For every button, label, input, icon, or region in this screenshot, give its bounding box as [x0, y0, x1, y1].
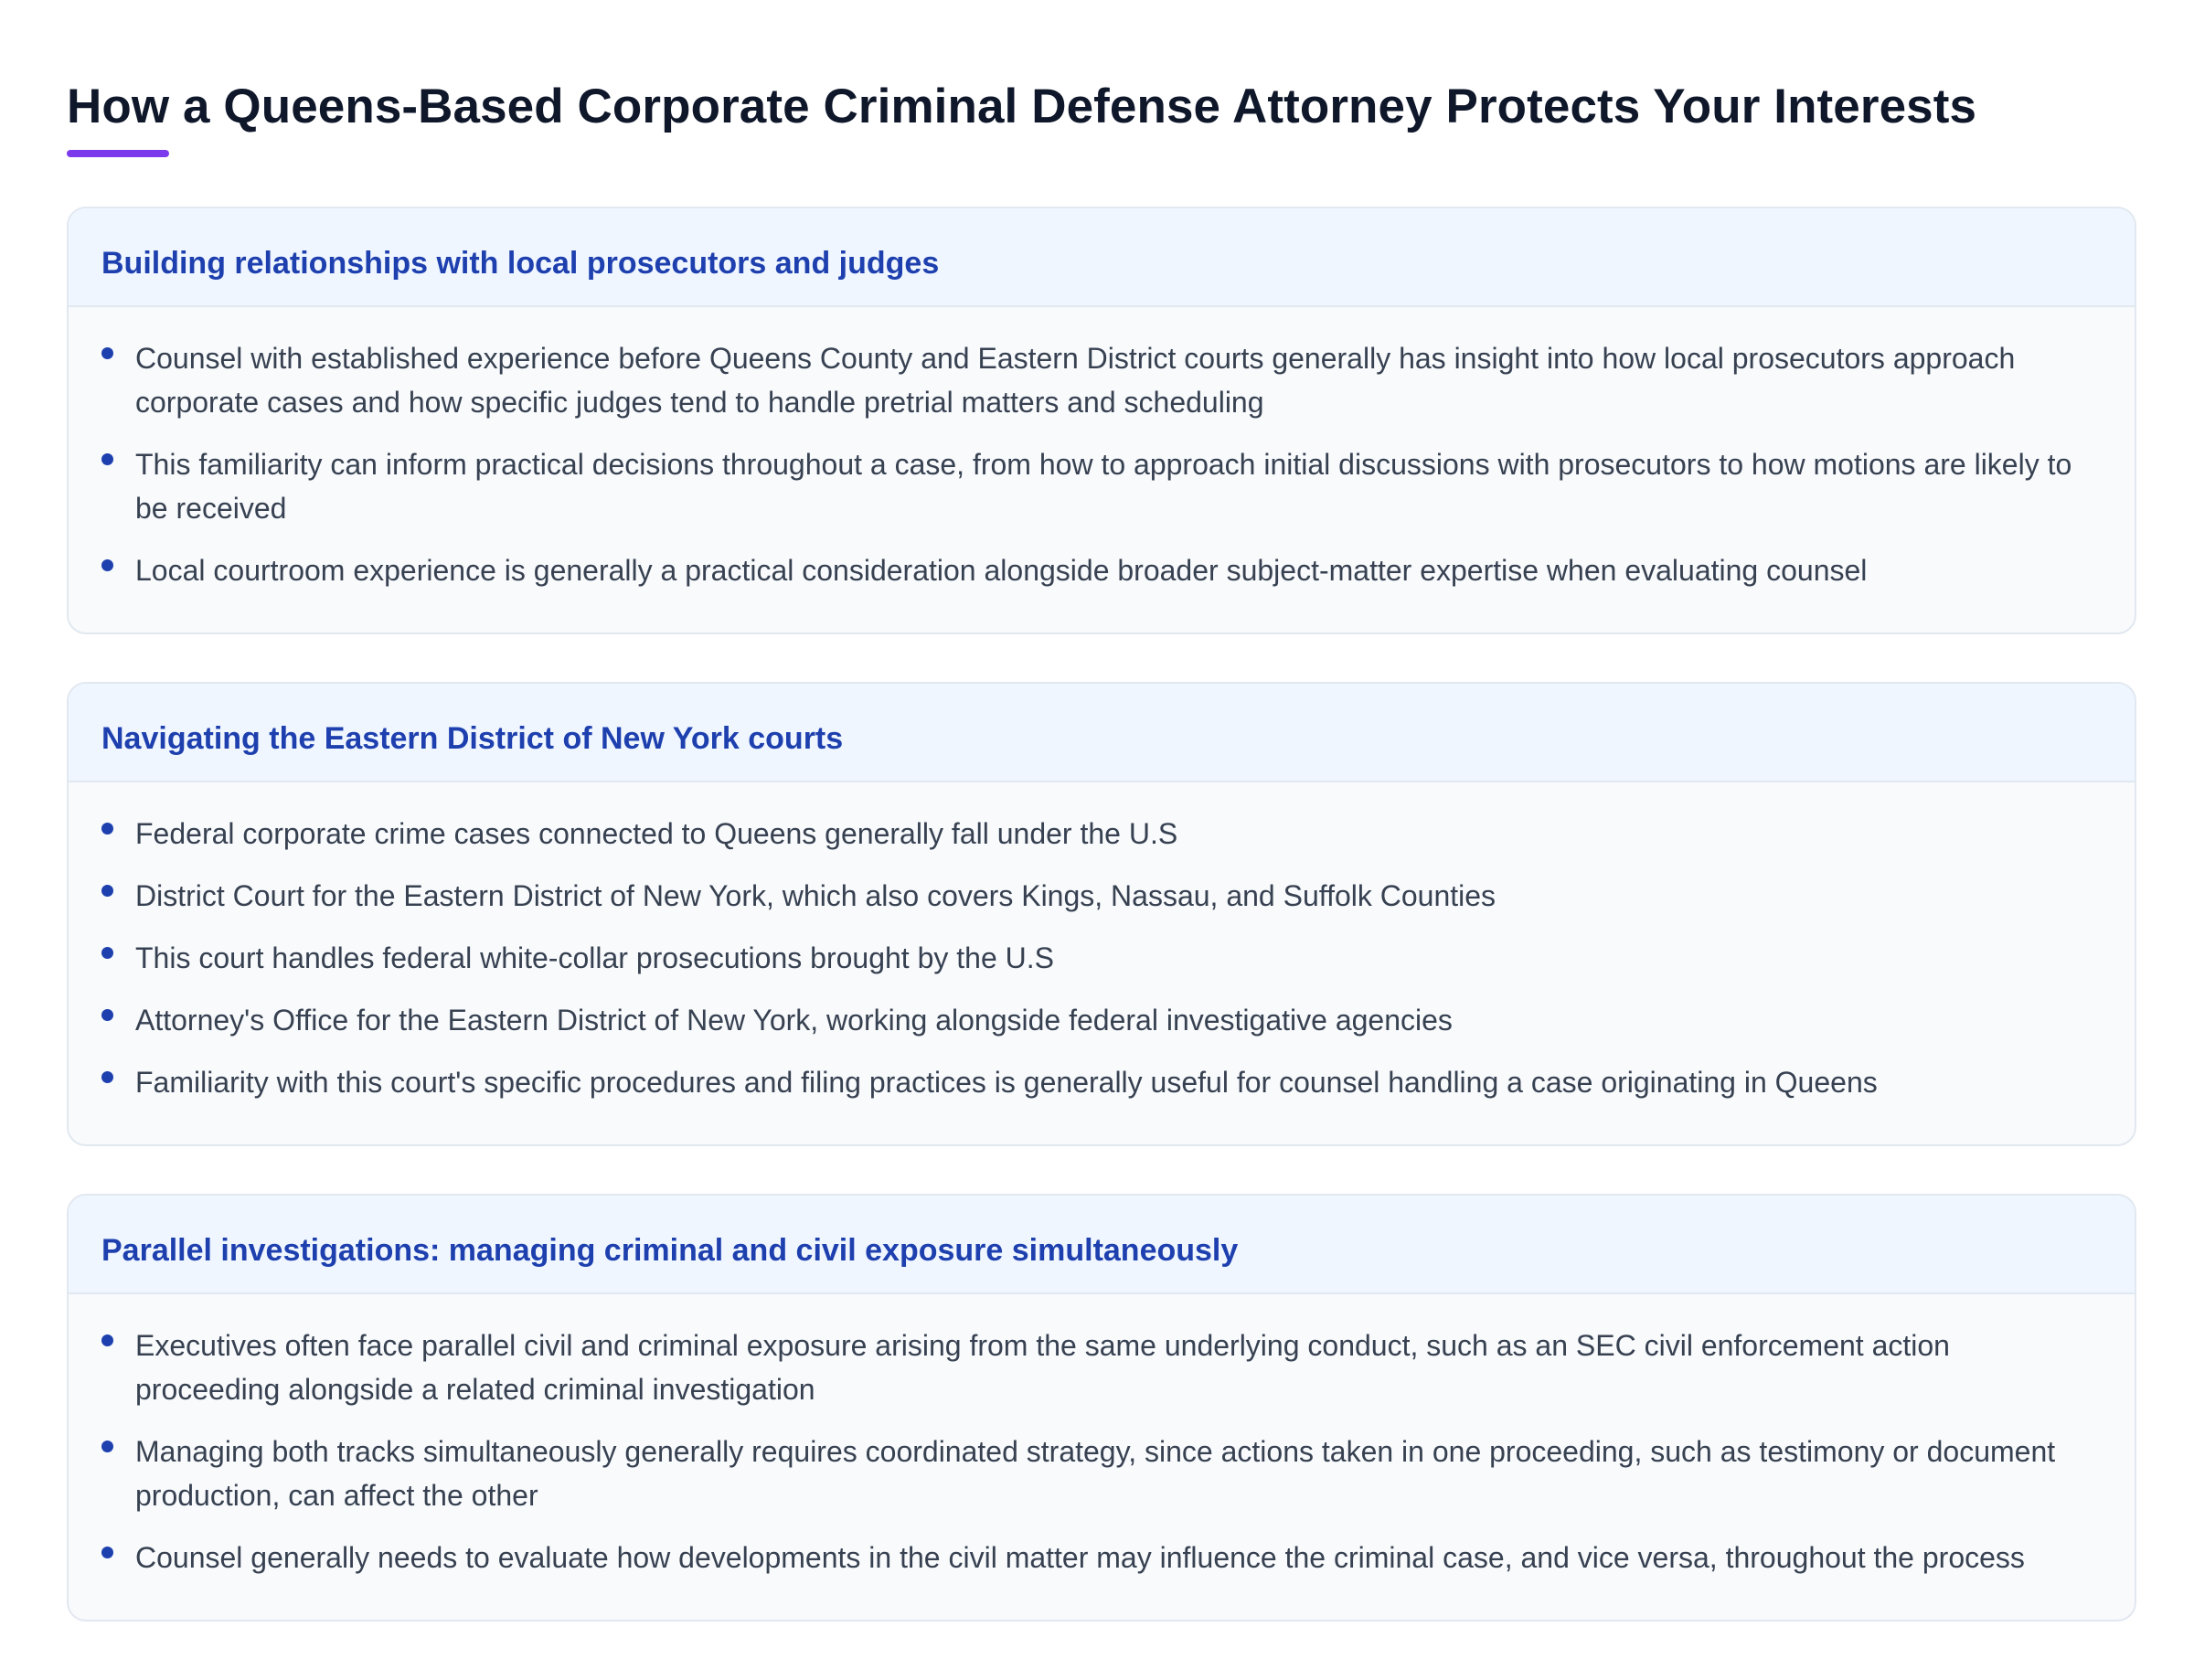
- section-eastern-district: [67, 682, 2136, 1146]
- section-heading: Parallel investigations: managing criminal and civil exposure simultaneously: [101, 1232, 1239, 1268]
- section-header: [69, 1196, 2135, 1294]
- bullet-dot-icon: [101, 1071, 113, 1083]
- list-item: [101, 336, 2102, 424]
- bullet-list: [69, 307, 2135, 629]
- list-item-text: Federal corporate crime cases connected to Queens generally fall under the U.S: [135, 817, 1178, 850]
- bullet-dot-icon: [101, 1334, 113, 1346]
- section-heading: Building relationships with local prosecutors and judges: [101, 245, 940, 281]
- bullet-dot-icon: [101, 947, 113, 959]
- bullet-dot-icon: [101, 347, 113, 359]
- list-item: [101, 1324, 2102, 1411]
- page-title: How a Queens-Based Corporate Criminal Defense Attorney Protects Your Interests: [67, 80, 1977, 133]
- bullet-dot-icon: [101, 823, 113, 835]
- bullet-dot-icon: [101, 885, 113, 897]
- list-item: [101, 442, 2102, 530]
- list-item-text: Managing both tracks simultaneously generally requires coordinated strategy, since actions taken in one proceeding, such as testimony or document production, can affect the other: [135, 1435, 2056, 1512]
- list-item-text: Attorney's Office for the Eastern District of New York, working alongside federal investigative agencies: [135, 1004, 1453, 1037]
- list-item-text: District Court for the Eastern District of New York, which also covers Kings, Nassau, and Suffolk Counties: [135, 879, 1496, 912]
- section-header: [69, 684, 2135, 782]
- bullet-list: [69, 782, 2135, 1141]
- list-item-text: Local courtroom experience is generally a practical consideration alongside broader subject-matter expertise when evaluating counsel: [135, 554, 1868, 587]
- list-item: [101, 812, 2102, 856]
- bullet-dot-icon: [101, 1547, 113, 1558]
- list-item: [101, 1430, 2102, 1517]
- bullet-dot-icon: [101, 1441, 113, 1452]
- list-item: [101, 1060, 2102, 1104]
- bullet-dot-icon: [101, 1009, 113, 1021]
- section-parallel-investigations: [67, 1194, 2136, 1622]
- bullet-list: [69, 1294, 2135, 1616]
- list-item-text: Counsel with established experience before Queens County and Eastern District courts generally has insight into how local prosecutors approach corporate cases and how specific judges tend to handle pretrial matters and scheduling: [135, 342, 2016, 419]
- list-item: [101, 874, 2102, 918]
- list-item: [101, 998, 2102, 1042]
- section-header: [69, 208, 2135, 307]
- list-item-text: Counsel generally needs to evaluate how developments in the civil matter may influence the criminal case, and vice versa, throughout the process: [135, 1541, 2025, 1574]
- bullet-dot-icon: [101, 453, 113, 465]
- title-underline: [67, 150, 169, 157]
- list-item-text: Executives often face parallel civil and criminal exposure arising from the same underlying conduct, such as an SEC civil enforcement action proceeding alongside a related criminal investigation: [135, 1329, 1950, 1406]
- bullet-dot-icon: [101, 559, 113, 571]
- list-item-text: This court handles federal white-collar prosecutions brought by the U.S: [135, 941, 1054, 974]
- list-item-text: Familiarity with this court's specific procedures and filing practices is generally useful for counsel handling a case originating in Queens: [135, 1066, 1878, 1099]
- list-item: [101, 936, 2102, 980]
- list-item: [101, 1536, 2102, 1579]
- list-item: [101, 548, 2102, 592]
- list-item-text: This familiarity can inform practical decisions throughout a case, from how to approach initial discussions with prosecutors to how motions are likely to be received: [135, 448, 2072, 525]
- section-heading: Navigating the Eastern District of New York courts: [101, 720, 844, 756]
- section-local-relationships: [67, 207, 2136, 634]
